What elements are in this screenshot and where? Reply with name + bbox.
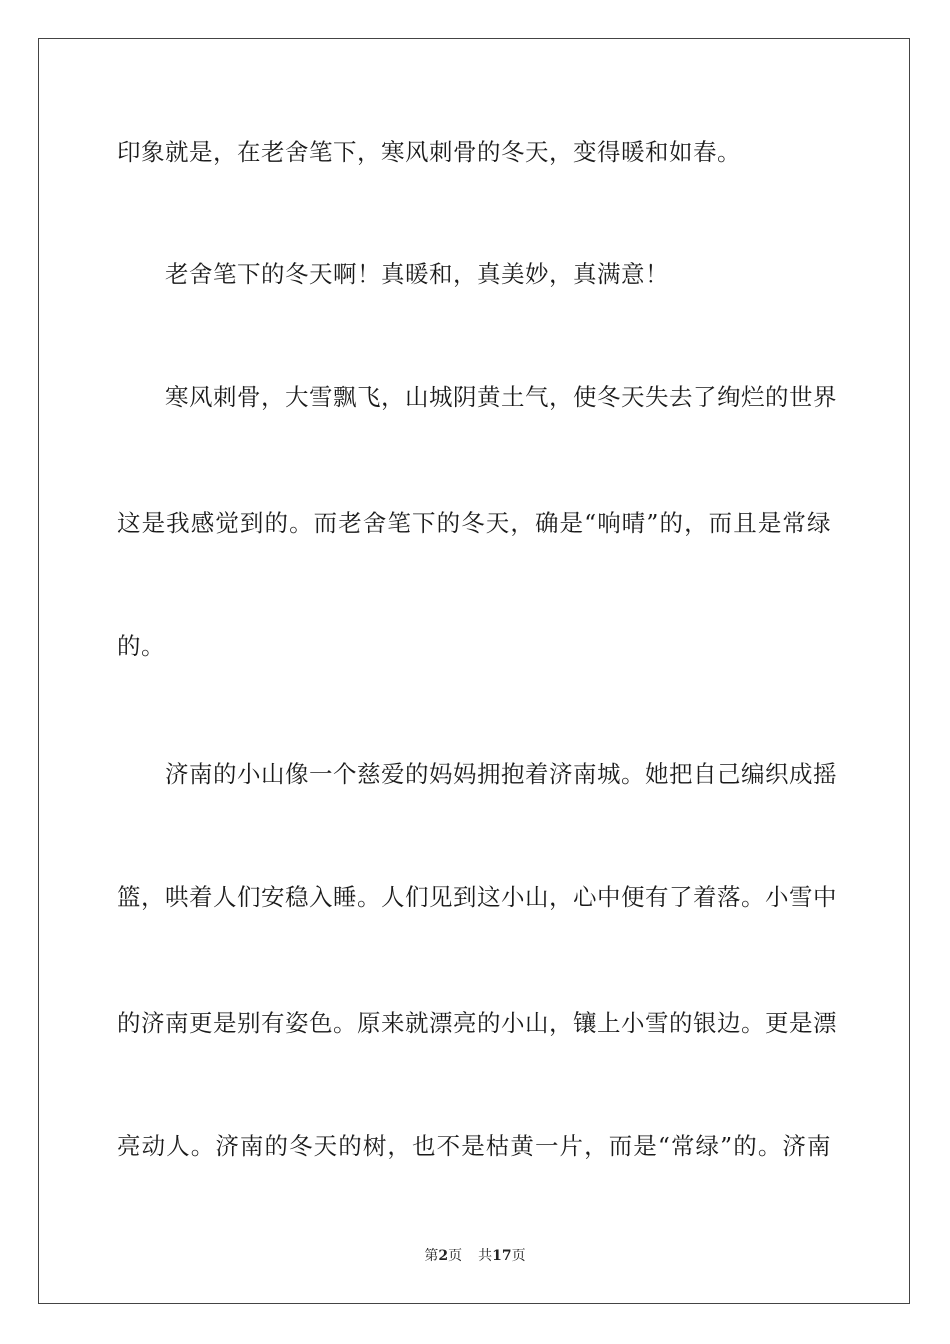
- page-label-prefix: 第: [424, 1248, 439, 1264]
- text-line-5: 的。: [117, 632, 165, 660]
- text-line-6: 济南的小山像一个慈爱的妈妈拥抱着济南城。她把自己编织成摇: [165, 760, 837, 788]
- text-line-4: 这是我感觉到的。而老舍笔下的冬天，确是“响晴”的，而且是常绿: [117, 509, 831, 537]
- total-label-prefix: 共: [478, 1248, 493, 1264]
- page-footer: [0, 1247, 950, 1265]
- total-label-suffix: 页: [511, 1248, 526, 1264]
- page-label-suffix: 页: [448, 1248, 463, 1264]
- text-line-7: 篮，哄着人们安稳入睡。人们见到这小山，心中便有了着落。小雪中: [117, 883, 837, 911]
- page-border: [38, 38, 910, 1304]
- text-line-3: 寒风刺骨，大雪飘飞，山城阴黄土气，使冬天失去了绚烂的世界: [165, 383, 837, 411]
- page-number: 2: [438, 1248, 449, 1264]
- total-pages: 17: [492, 1248, 512, 1264]
- text-line-9: 亮动人。济南的冬天的树，也不是枯黄一片，而是“常绿”的。济南: [117, 1132, 831, 1160]
- text-line-1: 印象就是，在老舍笔下，寒风刺骨的冬天，变得暖和如春。: [117, 138, 741, 166]
- text-line-8: 的济南更是别有姿色。原来就漂亮的小山，镶上小雪的银边。更是漂: [117, 1009, 837, 1037]
- text-line-2: 老舍笔下的冬天啊！真暖和，真美妙，真满意！: [165, 260, 669, 288]
